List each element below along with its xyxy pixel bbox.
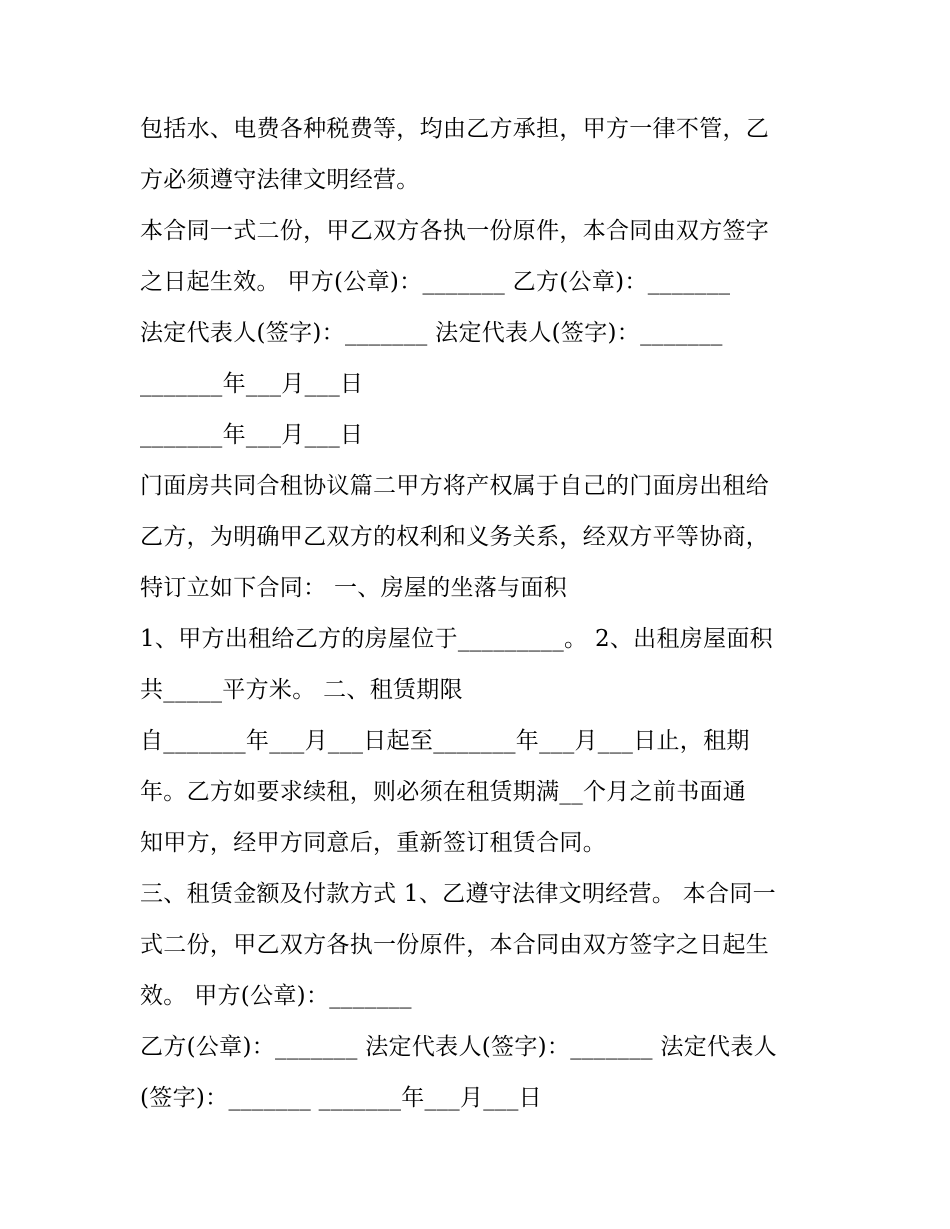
body-line: 乙方，为明确甲乙双方的权利和义务关系，经双方平等协商， [140,524,770,550]
signature-line: 法定代表人(签字)：_______ 法定代表人(签字)：_______ [140,320,723,346]
body-line: 本合同一式二份，甲乙双方各执一份原件，本合同由双方签字 [140,218,770,244]
body-line: 门面房共同合租协议篇二甲方将产权属于自己的门面房出租给 [140,473,770,499]
signature-line: 效。 甲方(公章)：_______ [140,983,412,1009]
body-line: 方必须遵守法律文明经营。 [140,167,420,193]
body-line: 1、甲方出租给乙方的房屋位于_________。 2、出租房屋面积 [140,626,773,652]
signature-line: 乙方(公章)：_______ 法定代表人(签字)：_______ 法定代表人 [140,1034,777,1060]
body-line: 知甲方，经甲方同意后，重新签订租赁合同。 [140,830,606,856]
signature-line: 之日起生效。 甲方(公章)：_______ 乙方(公章)：_______ [140,269,731,295]
body-line: 自_______年___月___日起至_______年___月___日止，租期 [140,728,750,754]
body-line: 共_____平方米。 二、租赁期限 [140,677,463,703]
body-line: 年。乙方如要求续租，则必须在租赁期满__个月之前书面通 [140,779,747,805]
date-line: _______年___月___日 [140,422,364,448]
date-line: _______年___月___日 [140,371,364,397]
document-body [140,104,830,1124]
body-line: 特订立如下合同： 一、房屋的坐落与面积 [140,575,568,601]
body-line: 式二份，甲乙双方各执一份原件，本合同由双方签字之日起生 [140,932,770,958]
signature-line: (签字)：_______ _______年___月___日 [140,1085,542,1111]
body-line: 包括水、电费各种税费等，均由乙方承担，甲方一律不管，乙 [140,116,770,142]
body-line: 三、租赁金额及付款方式 1、乙遵守法律文明经营。 本合同一 [140,881,776,907]
